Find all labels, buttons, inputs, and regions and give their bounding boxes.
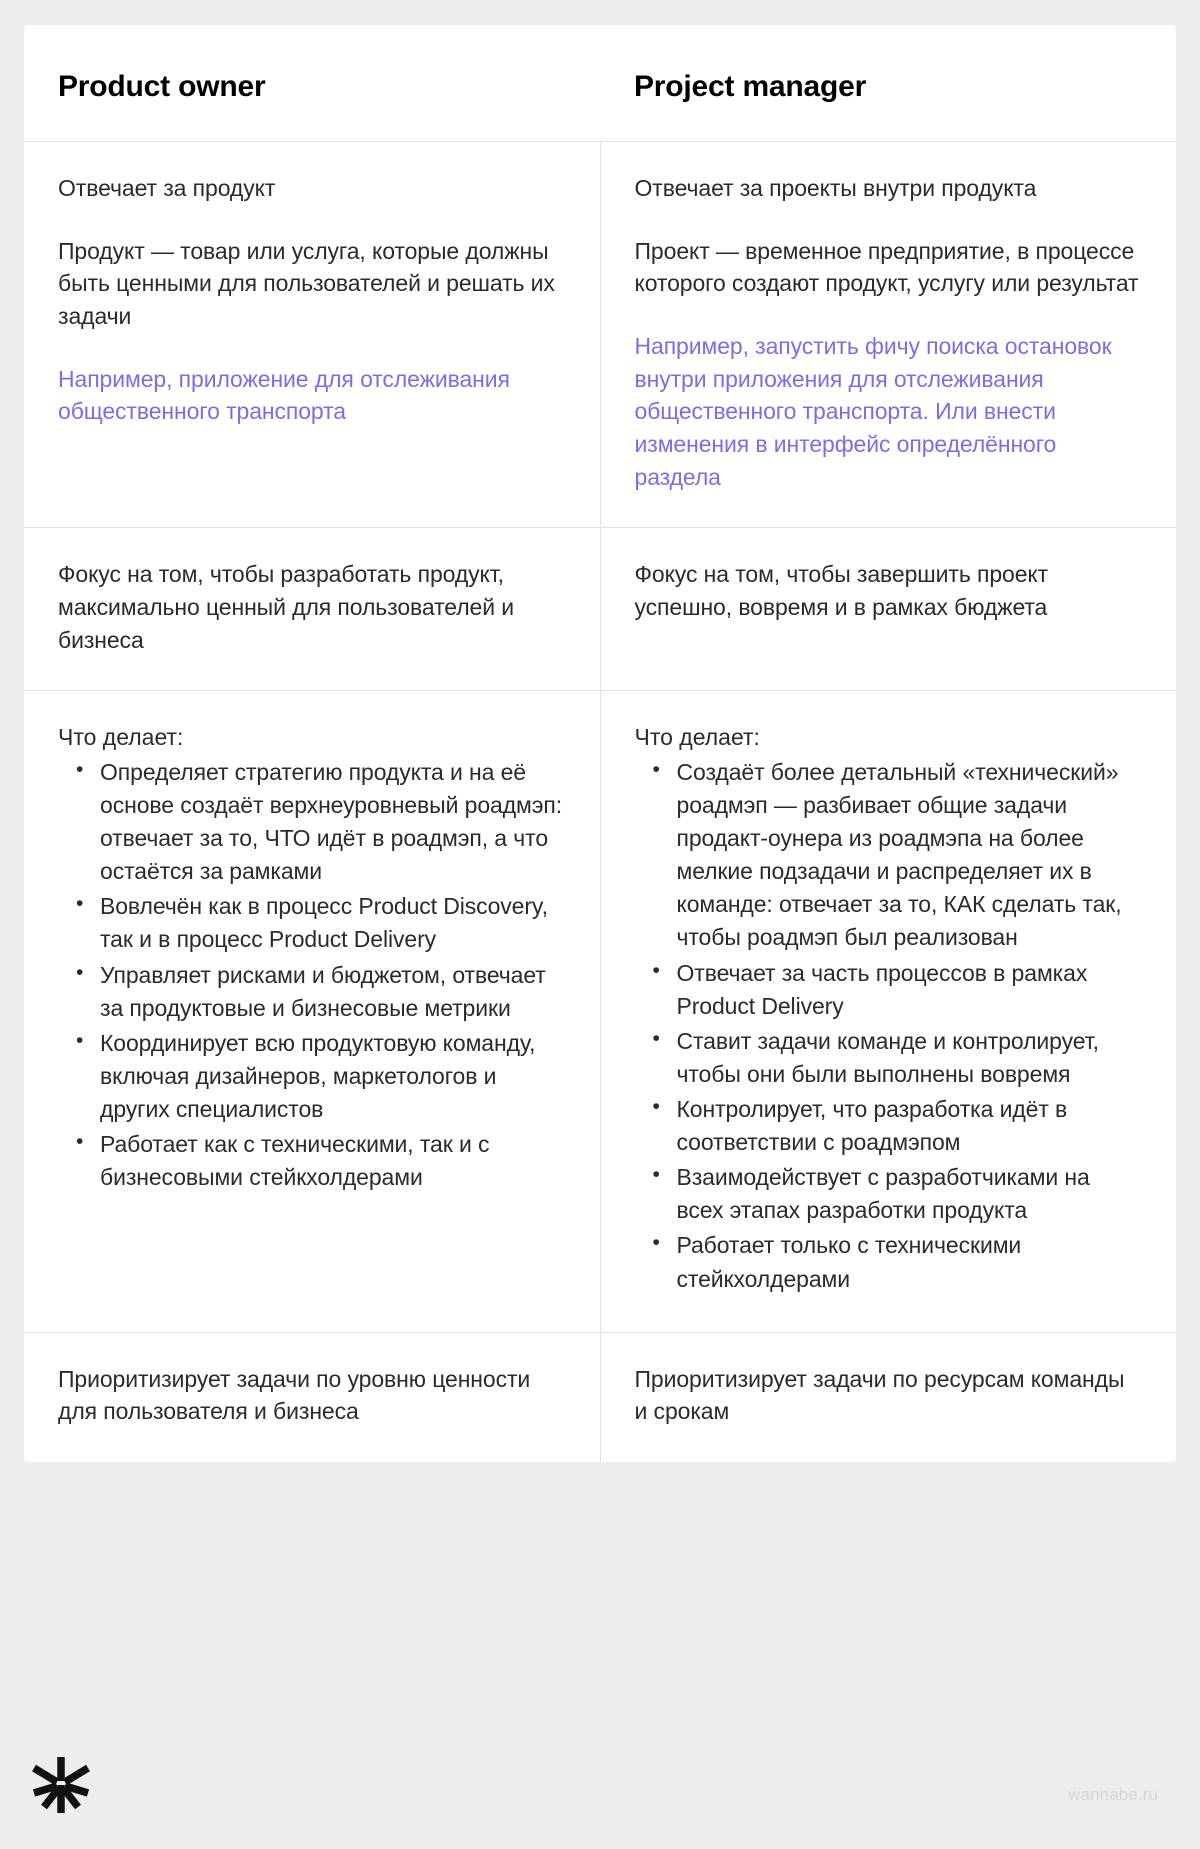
activities-lead: Что делает: xyxy=(634,724,760,751)
column-header-product-owner xyxy=(24,25,600,142)
list-item: • Определяет стратегию продукта и на её основе создаёт верхнеуровневый роадмэп: отвечает за то, ЧТО идёт в роадмэп, а что остаётся за рамками xyxy=(74,756,564,888)
paragraph: Отвечает за продукт xyxy=(58,175,276,201)
cell-focus-left xyxy=(24,528,600,691)
paragraph: Фокус на том, чтобы разработать продукт, максимально ценный для пользователей и бизнеса xyxy=(58,561,514,653)
paragraph: Продукт — товар или услуга, которые должны быть ценными для пользователей и решать их задачи xyxy=(58,237,555,329)
paragraph-example: Например, запустить фичу поиска остановок внутри приложения для отслеживания общественного транспорта. Или внести изменения в интерфейс определённого раздела xyxy=(634,332,1112,490)
paragraph-example: Например, приложение для отслеживания общественного транспорта xyxy=(58,365,510,425)
footer xyxy=(24,1741,1176,1821)
cell-activities-right xyxy=(600,691,1176,1332)
table-row xyxy=(24,1332,1176,1462)
paragraph: Отвечает за проекты внутри продукта xyxy=(634,175,1037,201)
paragraph: Приоритизирует задачи по ресурсам команды и срокам xyxy=(634,1365,1125,1425)
column-header-label: Product owner xyxy=(58,70,266,103)
paragraph: Проект — временное предприятие, в процессе которого создают продукт, услугу или результат xyxy=(634,237,1139,297)
asterisk-logo-icon xyxy=(28,1751,94,1817)
column-header-label: Project manager xyxy=(634,70,867,103)
list-item: • Вовлечён как в процесс Product Discovery, так и в процесс Product Delivery xyxy=(74,890,564,956)
table-row xyxy=(24,691,1176,1332)
list-item: • Работает как с техническими, так и с бизнесовыми стейкхолдерами xyxy=(74,1128,564,1194)
cell-activities-left xyxy=(24,691,600,1332)
table-header-row xyxy=(24,25,1176,142)
table-body xyxy=(24,142,1176,1462)
list-item: • Работает только с техническими стейкхолдерами xyxy=(651,1229,1141,1295)
activities-lead: Что делает: xyxy=(58,724,184,751)
list-item: • Координирует всю продуктовую команду, включая дизайнеров, маркетологов и других специалистов xyxy=(74,1027,564,1126)
comparison-table xyxy=(24,25,1176,1462)
activities-list xyxy=(58,756,564,1194)
list-item: • Взаимодействует с разработчиками на всех этапах разработки продукта xyxy=(651,1161,1141,1227)
comparison-card xyxy=(24,25,1176,1462)
paragraph: Приоритизирует задачи по уровню ценности для пользователя и бизнеса xyxy=(58,1365,531,1425)
list-item: • Ставит задачи команде и контролирует, чтобы они были выполнены вовремя xyxy=(651,1025,1141,1091)
cell-prioritization-right xyxy=(600,1332,1176,1462)
list-item: • Управляет рисками и бюджетом, отвечает за продуктовые и бизнесовые метрики xyxy=(74,959,564,1025)
list-item: • Отвечает за часть процессов в рамках Product Delivery xyxy=(651,957,1141,1023)
activities-list xyxy=(635,756,1141,1296)
paragraph: Фокус на том, чтобы завершить проект успешно, вовремя и в рамках бюджета xyxy=(634,561,1049,620)
list-item: • Создаёт более детальный «технический» роадмэп — разбивает общие задачи продакт-оунера из роадмэпа на более мелкие подзадачи и распределяет их в команде: отвечает за то, КАК сделать так, чтобы роадмэп был реализован xyxy=(651,756,1141,955)
cell-focus-right xyxy=(600,528,1176,691)
cell-responsibility-right xyxy=(600,142,1176,528)
table-row xyxy=(24,528,1176,691)
column-header-project-manager xyxy=(600,25,1176,142)
site-credit: wannabe.ru xyxy=(1068,1785,1158,1804)
cell-prioritization-left xyxy=(24,1332,600,1462)
cell-responsibility-left xyxy=(24,142,600,528)
list-item: • Контролирует, что разработка идёт в соответствии с роадмэпом xyxy=(651,1093,1141,1159)
table-row xyxy=(24,142,1176,528)
